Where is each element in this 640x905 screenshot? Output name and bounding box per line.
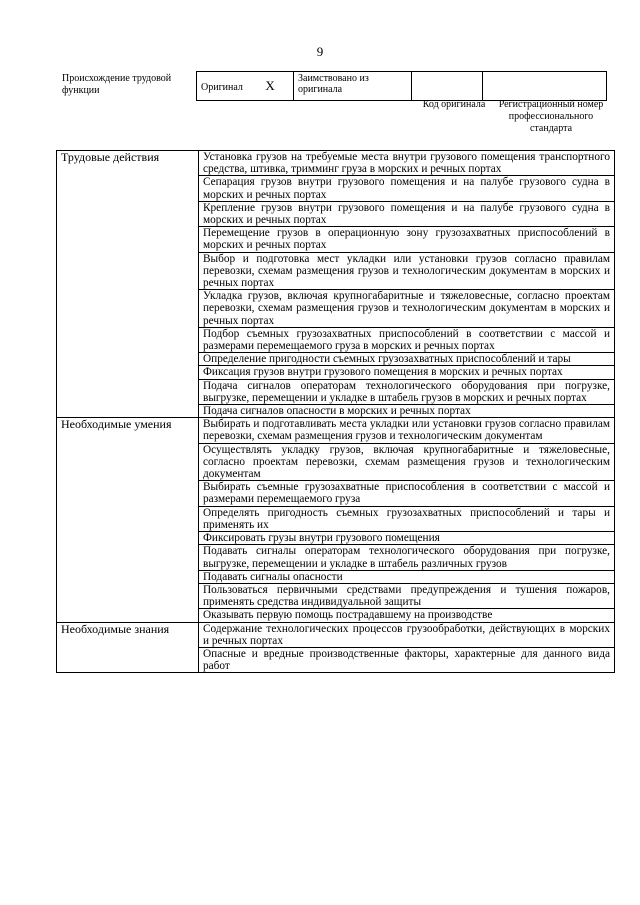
table-row [57, 151, 615, 176]
item-cell: Крепление грузов внутри грузового помещения и на палубе грузового судна в морских и речных портах [199, 201, 615, 226]
item-cell: Определение пригодности съемных грузозахватных приспособлений и тары [199, 353, 615, 366]
code-label: Код оригинала [422, 99, 486, 110]
item-cell: Содержание технологических процессов грузообработки, действующих в морских и речных портах [199, 622, 615, 647]
item-cell: Фиксация грузов внутри грузового помещения в морских и речных портах [199, 366, 615, 379]
item-cell: Оказывать первую помощь пострадавшему на производстве [199, 609, 615, 622]
original-label: Оригинал [201, 82, 243, 93]
item-cell: Фиксировать грузы внутри грузового помещения [199, 532, 615, 545]
reg-number-cell [483, 72, 607, 101]
code-cell [412, 72, 483, 101]
labor-function-table [56, 150, 615, 673]
item-cell: Выбор и подготовка мест укладки или установки грузов согласно правилам перевозки, схемам размещения грузов и технологическим документам в морских и речных портах [199, 252, 615, 290]
original-mark: X [265, 78, 275, 93]
category-cell: Трудовые действия [57, 151, 199, 418]
reg-number-label: Регистрационный номер профессионального стандарта [498, 99, 604, 134]
category-cell: Необходимые знания [57, 622, 199, 673]
table-row [57, 418, 615, 443]
item-cell: Подбор съемных грузозахватных приспособлений в соответствии с массой и размерами перемещаемого груза в морских и речных портах [199, 327, 615, 352]
item-cell: Перемещение грузов в операционную зону грузозахватных приспособлений в морских и речных портах [199, 227, 615, 252]
table-row [57, 622, 615, 647]
item-cell: Подача сигналов операторам технологического оборудования при погрузке, выгрузке, перемещении и укладке в штабель грузов в морских и речных портах [199, 379, 615, 404]
origin-label: Происхождение трудовой функции [62, 73, 172, 96]
item-cell: Подавать сигналы операторам технологического оборудования при погрузке, выгрузке, перемещении и укладке в штабель различных грузов [199, 545, 615, 570]
item-cell: Осуществлять укладку грузов, включая крупногабаритные и тяжеловесные, согласно проектам перевозки, схемам размещения грузов и технологическим документам [199, 443, 615, 481]
item-cell: Выбирать и подготавливать места укладки или установки грузов согласно правилам перевозки, схемам размещения грузов и технологическим документам [199, 418, 615, 443]
item-cell: Определять пригодность съемных грузозахватных приспособлений и тары и применять их [199, 506, 615, 531]
item-cell: Опасные и вредные производственные факторы, характерные для данного вида работ [199, 647, 615, 672]
borrowed-cell: Заимствовано из оригинала [294, 72, 412, 101]
original-cell [197, 72, 294, 101]
origin-table [196, 71, 607, 101]
item-cell: Сепарация грузов внутри грузового помещения и на палубе грузового судна в морских и речных портах [199, 176, 615, 201]
item-cell: Укладка грузов, включая крупногабаритные и тяжеловесные, согласно проектам перевозки, схемам размещения грузов и технологическим документам в морских и речных портах [199, 290, 615, 328]
category-cell: Необходимые умения [57, 418, 199, 622]
item-cell: Пользоваться первичными средствами предупреждения и тушения пожаров, применять средства индивидуальной защиты [199, 583, 615, 608]
page-number: 9 [316, 44, 324, 59]
item-cell: Подача сигналов опасности в морских и речных портах [199, 405, 615, 418]
item-cell: Подавать сигналы опасности [199, 570, 615, 583]
item-cell: Выбирать съемные грузозахватные приспособления в соответствии с массой и размерами перемещаемого груза [199, 481, 615, 506]
item-cell: Установка грузов на требуемые места внутри грузового помещения транспортного средства, штивка, тримминг груза в морских и речных портах [199, 151, 615, 176]
